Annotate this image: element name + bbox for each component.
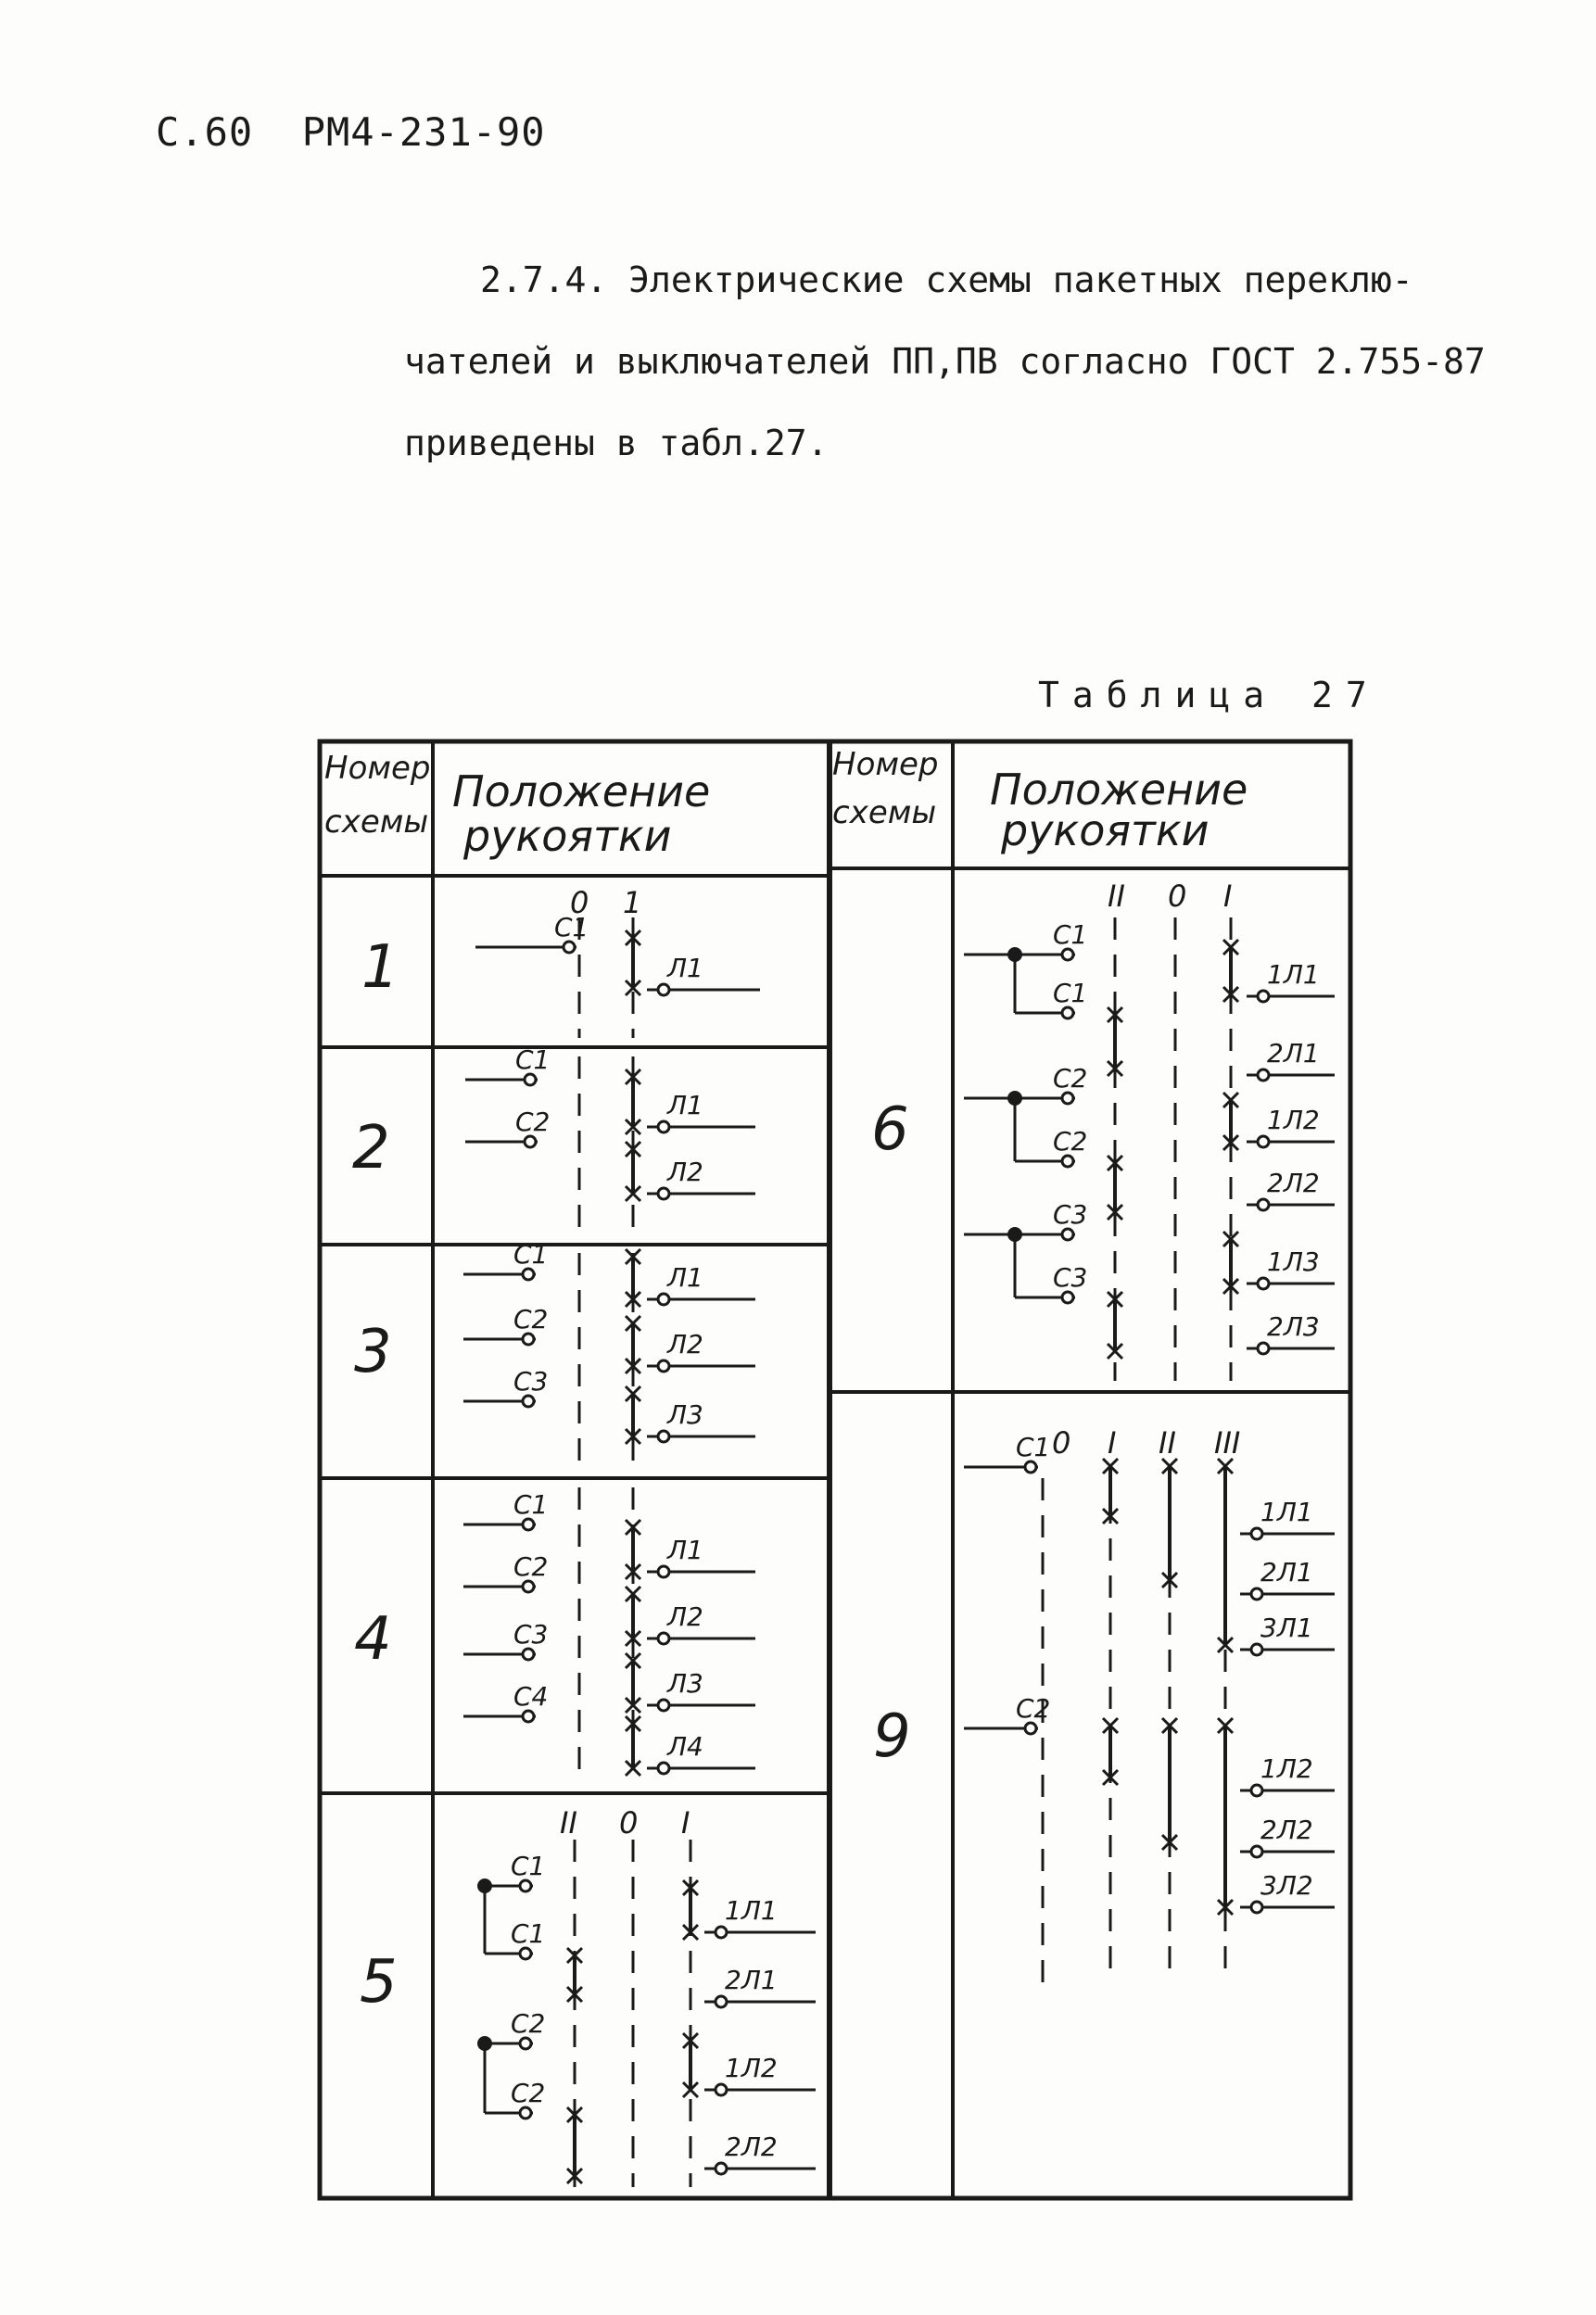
output-label: 1Л1 (725, 1895, 778, 1926)
terminal-circle (1025, 1461, 1036, 1473)
terminal-circle (520, 1948, 531, 1959)
scheme-number-3: 3 (354, 1318, 392, 1386)
position-label: 0 (570, 885, 589, 920)
terminal-circle (523, 1581, 534, 1592)
position-label: 0 (619, 1805, 639, 1841)
scheme-number-9: 9 (873, 1702, 911, 1771)
col-header-position-2: рукоятки (463, 811, 672, 861)
position-label: I (1223, 879, 1233, 914)
terminal-circle (523, 1334, 534, 1345)
output-label: 3Л2 (1260, 1870, 1313, 1901)
table-grid (320, 741, 1350, 2198)
col-header-position-1b: Положение (990, 765, 1248, 815)
position-label: II (1159, 1425, 1176, 1461)
terminal-circle (658, 984, 669, 995)
terminal-circle (520, 1880, 531, 1891)
scheme-number-5: 5 (360, 1948, 398, 2017)
output-label: Л2 (667, 1329, 703, 1360)
position-label: 1 (623, 885, 642, 920)
scheme-drawings (463, 879, 1335, 2187)
output-label: 2Л1 (1267, 1038, 1320, 1069)
table-caption: Таблица 27 (1038, 675, 1380, 715)
terminal-circle (1251, 1902, 1262, 1913)
terminal-circle (523, 1711, 534, 1722)
terminal-circle (1025, 1723, 1036, 1734)
terminal-circle (523, 1519, 534, 1530)
terminal-circle (658, 1633, 669, 1644)
input-label: С3 (1053, 1262, 1088, 1293)
col-header-position-2b: рукоятки (1001, 805, 1210, 855)
output-label: 1Л2 (725, 2053, 778, 2083)
output-label: 1Л1 (1260, 1497, 1313, 1527)
input-label: С1 (1053, 978, 1088, 1008)
output-label: Л3 (667, 1668, 703, 1699)
position-label: III (1214, 1425, 1241, 1461)
terminal-circle (564, 942, 575, 953)
output-label: Л2 (667, 1601, 703, 1632)
output-label: Л3 (667, 1399, 703, 1430)
terminal-circle (658, 1188, 669, 1199)
input-label: С1 (1016, 1432, 1051, 1462)
output-label: Л1 (667, 1090, 703, 1120)
intro-line-2: чателей и выключателей ПП,ПВ согласно ГОСТ 2.755-87 (404, 341, 1486, 382)
input-label: С1 (515, 1044, 551, 1075)
terminal-circle (716, 1996, 727, 2007)
output-label: 1Л2 (1267, 1105, 1320, 1135)
input-label: С3 (513, 1366, 549, 1397)
position-label: II (1108, 879, 1125, 914)
output-label: Л1 (667, 1262, 703, 1293)
position-label: I (1108, 1425, 1117, 1461)
terminal-circle (658, 1566, 669, 1577)
output-label: 1Л3 (1267, 1246, 1320, 1277)
terminal-circle (1062, 1007, 1073, 1018)
input-label: С2 (511, 2078, 546, 2108)
terminal-circle (716, 2084, 727, 2095)
output-label: 2Л2 (1260, 1815, 1313, 1845)
terminal-circle (525, 1136, 536, 1147)
terminal-circle (658, 1431, 669, 1442)
output-label: 2Л1 (725, 1965, 778, 1995)
input-label: С1 (513, 1489, 549, 1520)
output-label: 2Л1 (1260, 1557, 1313, 1588)
scheme-number-2: 2 (352, 1114, 390, 1183)
output-label: Л1 (667, 1535, 703, 1565)
output-label: 1Л1 (1267, 959, 1320, 990)
input-label: С1 (511, 1918, 546, 1949)
terminal-circle (1258, 1278, 1269, 1289)
terminal-circle (1258, 1343, 1269, 1354)
intro-line-1: 2.7.4. Электрические схемы пакетных переклю- (480, 259, 1413, 300)
output-label: 2Л2 (725, 2132, 778, 2162)
scheme-number-4: 4 (354, 1605, 392, 1674)
terminal-circle (523, 1396, 534, 1407)
terminal-circle (716, 1927, 727, 1938)
col-header-scheme-no-2b: схемы (832, 794, 937, 831)
output-label: 2Л3 (1267, 1311, 1320, 1342)
input-label: С2 (1053, 1126, 1088, 1157)
input-label: С3 (1053, 1199, 1088, 1230)
terminal-circle (1251, 1846, 1262, 1857)
terminal-circle (1062, 1156, 1073, 1167)
input-label: С1 (511, 1851, 546, 1881)
position-label: II (560, 1805, 577, 1841)
terminal-circle (520, 2107, 531, 2119)
input-label: С1 (1053, 919, 1088, 950)
terminal-circle (658, 1763, 669, 1774)
terminal-circle (1258, 1069, 1269, 1081)
terminal-circle (716, 2163, 727, 2174)
terminal-circle (658, 1700, 669, 1711)
position-label: 0 (1168, 879, 1187, 914)
input-label: С2 (1016, 1693, 1051, 1724)
terminal-circle (1062, 949, 1073, 960)
input-label: С1 (554, 912, 589, 942)
col-header-scheme-no-1: Номер (324, 750, 431, 787)
terminal-circle (1062, 1229, 1073, 1240)
terminal-circle (1062, 1093, 1073, 1104)
terminal-circle (523, 1269, 534, 1280)
col-header-scheme-no-2: схемы (324, 803, 429, 841)
page-ref: С.60 (156, 109, 254, 155)
terminal-circle (1062, 1292, 1073, 1303)
input-label: С3 (513, 1619, 549, 1650)
terminal-circle (1251, 1588, 1262, 1600)
input-label: С4 (513, 1681, 549, 1712)
terminal-circle (658, 1294, 669, 1305)
input-label: С2 (513, 1304, 549, 1335)
output-label: Л1 (667, 953, 703, 983)
scheme-number-1: 1 (361, 933, 399, 1002)
terminal-circle (1251, 1528, 1262, 1539)
col-header-scheme-no-1b: Номер (832, 746, 939, 783)
input-label: С1 (513, 1239, 549, 1270)
terminal-circle (658, 1121, 669, 1132)
output-label: 2Л2 (1267, 1168, 1320, 1198)
terminal-circle (525, 1074, 536, 1085)
terminal-circle (1251, 1644, 1262, 1655)
input-label: С2 (511, 2008, 546, 2039)
output-label: Л2 (667, 1157, 703, 1187)
position-label: I (681, 1805, 690, 1841)
output-label: 1Л2 (1260, 1753, 1313, 1784)
output-label: Л4 (667, 1731, 703, 1762)
input-label: С2 (513, 1551, 549, 1582)
terminal-circle (1258, 991, 1269, 1002)
output-label: 3Л1 (1260, 1613, 1313, 1643)
input-label: С2 (515, 1107, 551, 1137)
terminal-circle (1258, 1199, 1269, 1210)
col-header-position-1: Положение (452, 766, 711, 816)
terminal-circle (1251, 1785, 1262, 1796)
scheme-number-6: 6 (871, 1095, 909, 1164)
intro-line-3: приведены в табл.27. (404, 423, 829, 463)
terminal-circle (523, 1649, 534, 1660)
terminal-circle (658, 1360, 669, 1372)
doc-code: РМ4-231-90 (301, 109, 546, 155)
terminal-circle (520, 2038, 531, 2049)
terminal-circle (1258, 1136, 1269, 1147)
input-label: С2 (1053, 1063, 1088, 1094)
position-label: 0 (1052, 1425, 1071, 1461)
